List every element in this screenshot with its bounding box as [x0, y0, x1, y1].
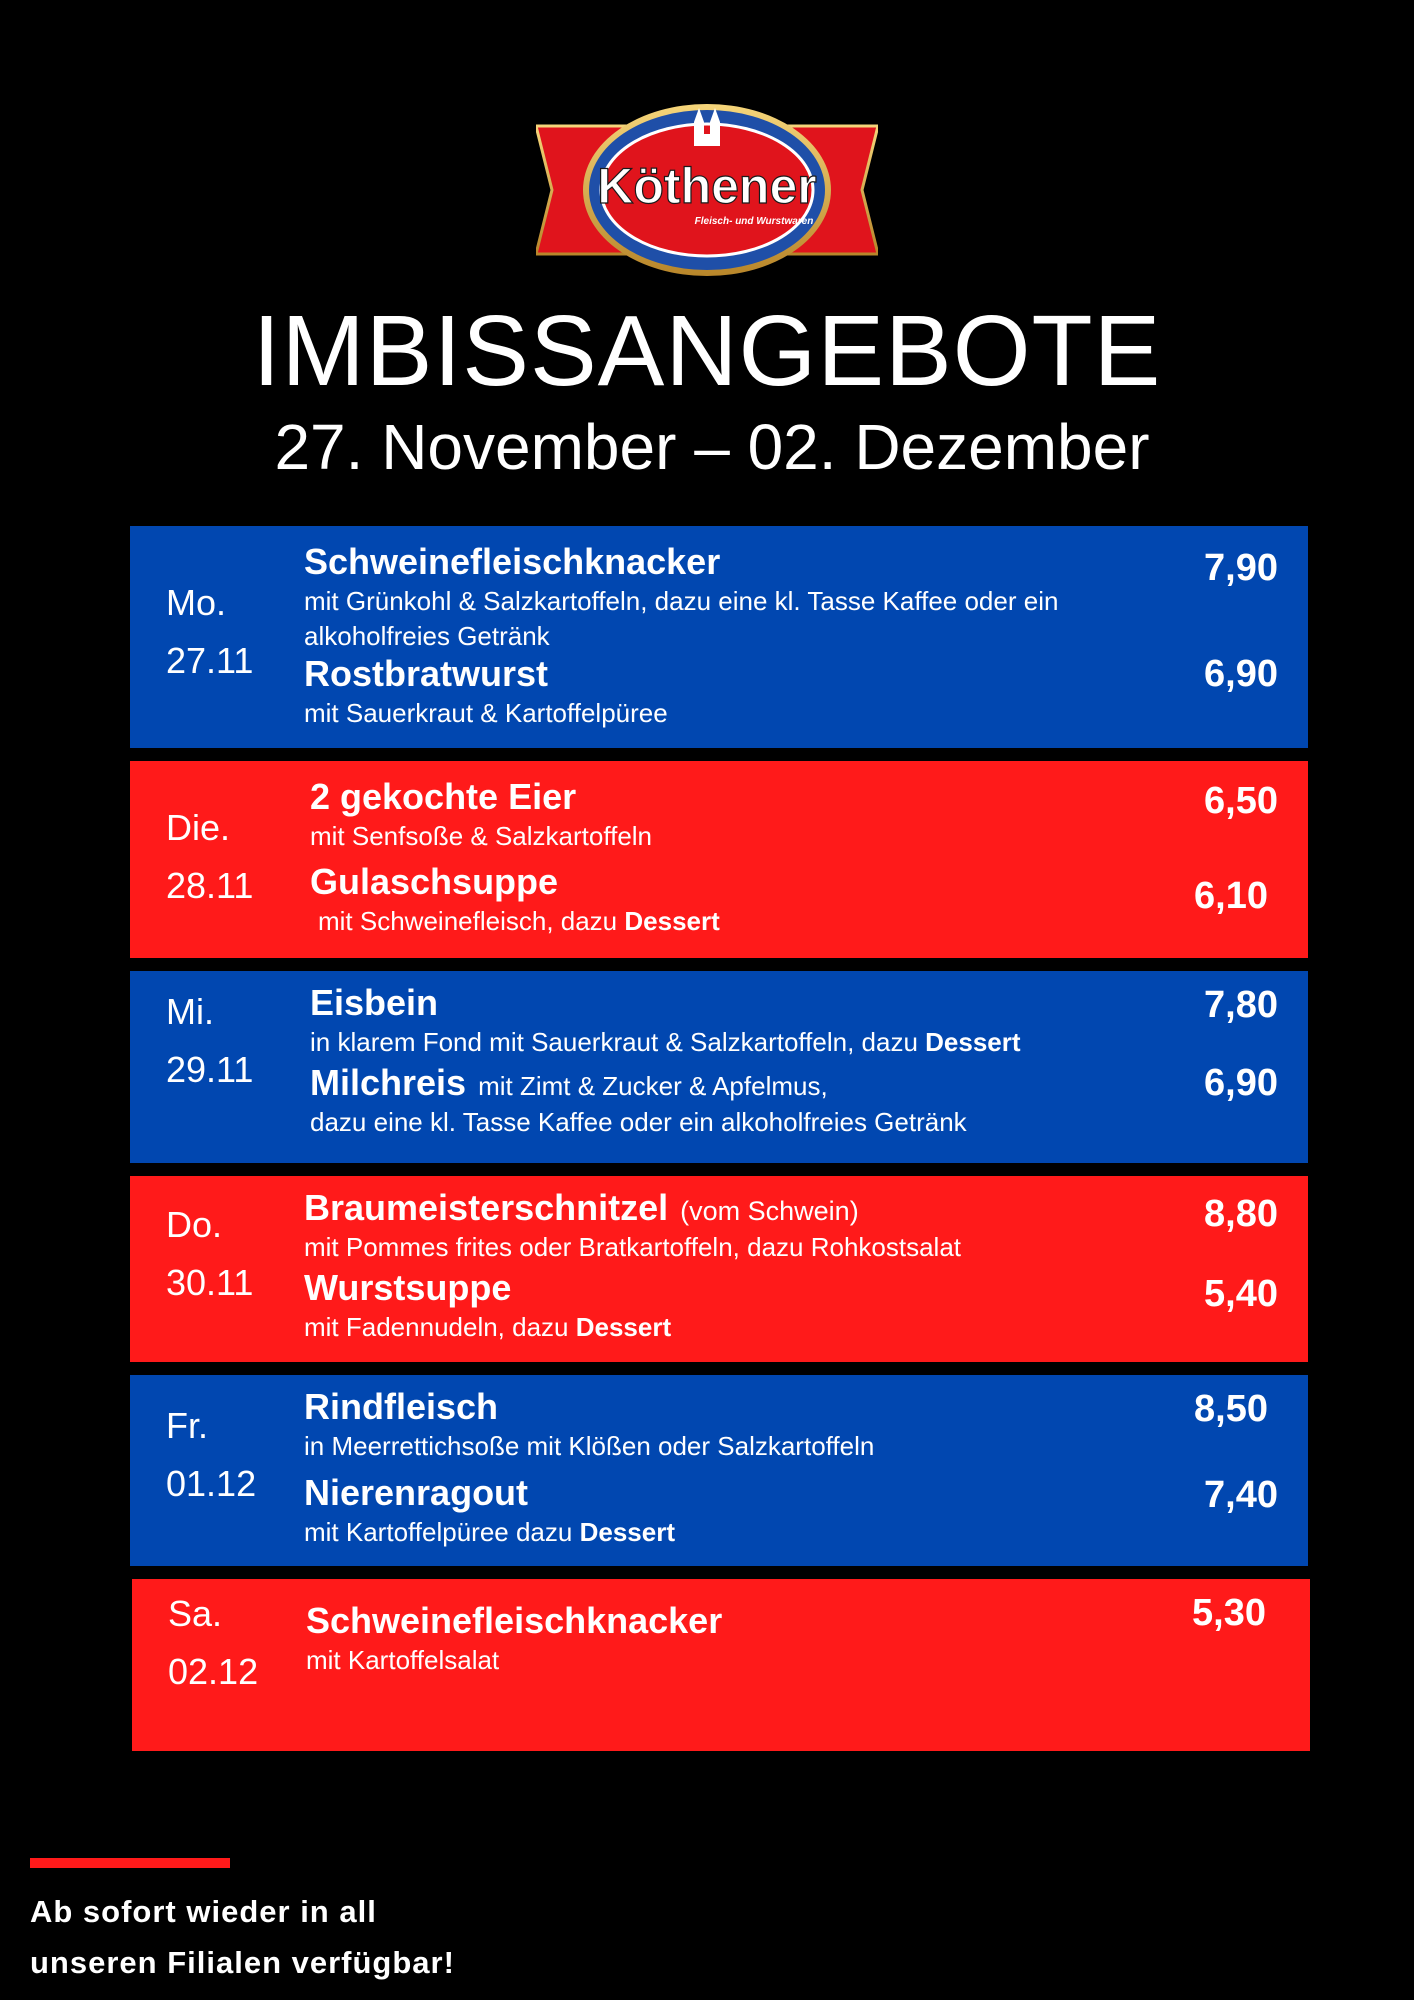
item-price: 5,30: [1192, 1592, 1266, 1634]
item-description: mit Sauerkraut & Kartoffelpüree: [304, 698, 668, 728]
day-block-thursday: [130, 1176, 1308, 1362]
item-price: 6,50: [1204, 780, 1278, 822]
item-price: 6,90: [1204, 653, 1278, 695]
menu-item: [310, 860, 1278, 939]
item-name: Nierenragout: [304, 1472, 529, 1513]
date-range: 27. November – 02. Dezember: [274, 411, 1150, 483]
day-date: 28.11: [166, 865, 254, 906]
item-name: Rostbratwurst: [304, 653, 549, 694]
koethener-logo-graphic: [536, 100, 878, 280]
menu-item: [304, 1385, 1278, 1471]
item-description: in klarem Fond mit Sauerkraut & Salzkartoffeln, dazu Dessert: [310, 1027, 1021, 1057]
page-title: IMBISSANGEBOTE: [252, 295, 1162, 407]
menu-item: [306, 1592, 1280, 1678]
item-note: (vom Schwein): [680, 1196, 859, 1226]
item-name: Braumeisterschnitzel: [304, 1187, 669, 1228]
item-description: mit Pommes frites oder Bratkartoffeln, dazu Rohkostsalat: [304, 1232, 962, 1262]
day-date: 30.11: [166, 1262, 254, 1303]
item-price: 5,40: [1204, 1273, 1278, 1315]
day-block-friday: [130, 1375, 1308, 1566]
item-price: 7,40: [1204, 1474, 1278, 1516]
day-name: Mi.: [166, 991, 214, 1032]
item-name: Milchreis: [310, 1062, 467, 1103]
item-description: mit Kartoffelpüree dazu Dessert: [304, 1517, 675, 1547]
day-date: 27.11: [166, 640, 254, 681]
day-list: [130, 526, 1308, 1764]
item-price: 8,50: [1194, 1388, 1268, 1430]
day-date: 02.12: [168, 1651, 259, 1692]
item-name: Rindfleisch: [304, 1386, 499, 1427]
menu-item: [310, 1061, 1278, 1140]
item-description: mit Senfsoße & Salzkartoffeln: [310, 821, 653, 851]
day-name: Sa.: [168, 1593, 223, 1634]
day-block-tuesday: [130, 761, 1308, 958]
footer-accent-bar: [30, 1858, 230, 1868]
footer-note: [30, 1886, 455, 1988]
day-name: Fr.: [166, 1405, 208, 1446]
item-price: 6,90: [1204, 1062, 1278, 1104]
item-price: 6,10: [1194, 875, 1268, 917]
item-description: in Meerrettichsoße mit Klößen oder Salzkartoffeln: [304, 1431, 875, 1461]
logo-tagline: Fleisch- und Wurstwaren: [694, 216, 814, 227]
day-block-monday: [130, 526, 1308, 748]
item-name: 2 gekochte Eier: [310, 776, 577, 817]
day-date: 29.11: [166, 1049, 254, 1090]
menu-item: [304, 540, 1278, 652]
day-date: 01.12: [166, 1463, 257, 1504]
brand-logo: [536, 100, 878, 280]
item-name: Wurstsuppe: [304, 1267, 512, 1308]
item-name: Schweinefleischknacker: [306, 1600, 723, 1641]
item-price: 7,80: [1204, 984, 1278, 1026]
item-description: mit Schweinefleisch, dazu Dessert: [318, 906, 720, 936]
item-name: Eisbein: [310, 982, 439, 1023]
item-name: Gulaschsuppe: [310, 861, 559, 902]
menu-item: [304, 1266, 1278, 1345]
item-price: 8,80: [1204, 1193, 1278, 1235]
menu-item: [304, 652, 1278, 731]
item-name: Schweinefleischknacker: [304, 541, 721, 582]
item-description: mit Grünkohl & Salzkartoffeln, dazu eine kl. Tasse Kaffee oder ein alkoholfreies Getränk: [304, 586, 1059, 651]
day-name: Do.: [166, 1204, 223, 1245]
item-note: mit Zimt & Zucker & Apfelmus,: [478, 1071, 828, 1101]
logo-wordmark: Köthener: [597, 158, 817, 214]
menu-item: [304, 1186, 1278, 1266]
item-description: mit Fadennudeln, dazu Dessert: [304, 1312, 672, 1342]
footer-line-2: unseren Filialen verfügbar!: [30, 1945, 455, 1980]
day-name: Die.: [166, 807, 231, 848]
menu-item: [304, 1471, 1278, 1550]
menu-item: [310, 981, 1278, 1061]
menu-item: [310, 775, 1278, 860]
item-description: dazu eine kl. Tasse Kaffee oder ein alkoholfreies Getränk: [310, 1107, 967, 1137]
day-block-wednesday: [130, 971, 1308, 1163]
day-block-saturday: [132, 1579, 1310, 1751]
footer-line-1: Ab sofort wieder in all: [30, 1894, 377, 1929]
item-description: mit Kartoffelsalat: [306, 1645, 500, 1675]
item-price: 7,90: [1204, 547, 1278, 589]
day-name: Mo.: [166, 582, 227, 623]
